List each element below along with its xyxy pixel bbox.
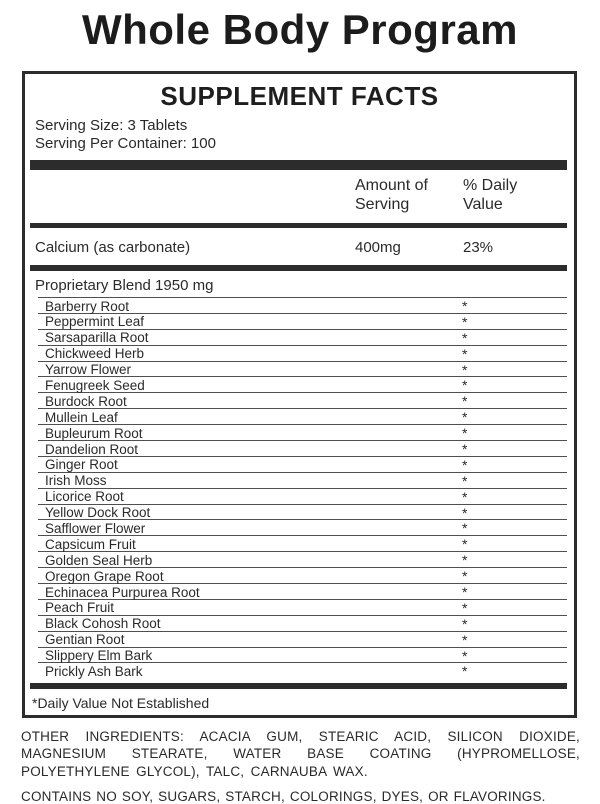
ingredient-row: [38, 314, 567, 330]
daily-value-asterisk: *: [462, 584, 468, 601]
ingredient-name: Sarsaparilla Root: [45, 330, 149, 346]
serving-per-container-line: Serving Per Container: 100: [35, 135, 216, 152]
ingredient-row: [38, 425, 567, 441]
daily-value-asterisk: *: [462, 488, 468, 505]
daily-value-asterisk: *: [462, 552, 468, 569]
ingredient-row: [38, 393, 567, 409]
ingredient-row: [38, 298, 567, 314]
ingredient-name: Capsicum Fruit: [45, 536, 136, 552]
ingredient-row: [38, 584, 567, 600]
ingredient-name: Black Cohosh Root: [45, 616, 161, 632]
ingredient-row: [38, 616, 567, 632]
amount-column-header: Amount of Serving: [355, 177, 428, 213]
medium-divider-under-calcium: [30, 265, 567, 271]
daily-value-asterisk: *: [462, 409, 468, 426]
daily-value-asterisk: *: [462, 536, 468, 553]
ingredient-name: Chickweed Herb: [45, 346, 145, 362]
ingredient-row: [38, 536, 567, 552]
ingredient-row: [38, 600, 567, 616]
ingredient-row: [38, 409, 567, 425]
ingredient-row: [38, 568, 567, 584]
ingredient-name: Golden Seal Herb: [45, 552, 153, 568]
daily-value-asterisk: *: [462, 441, 468, 458]
ingredient-name: Mullein Leaf: [45, 409, 118, 425]
serving-size-line: Serving Size: 3 Tablets: [35, 117, 188, 134]
thick-divider-top: [30, 160, 567, 170]
ingredient-name: Gentian Root: [45, 632, 125, 648]
thick-divider-bottom: [30, 683, 567, 689]
daily-value-asterisk: *: [462, 361, 468, 378]
daily-value-asterisk: *: [462, 313, 468, 330]
nutrient-daily-value: 23%: [463, 239, 494, 256]
ingredient-name: Peppermint Leaf: [45, 314, 145, 330]
ingredient-row: [38, 346, 567, 362]
ingredient-row: [38, 330, 567, 346]
ingredient-row: [38, 489, 567, 505]
supplement-label-page: [0, 6, 600, 804]
daily-value-asterisk: *: [462, 329, 468, 346]
name-column-spacer: [35, 176, 355, 214]
ingredient-name: Oregon Grape Root: [45, 568, 164, 584]
nutrient-row-calcium: [25, 239, 574, 257]
daily-value-asterisk: *: [462, 663, 468, 680]
ingredient-name: Burdock Root: [45, 393, 127, 409]
daily-value-asterisk: *: [462, 456, 468, 473]
daily-value-asterisk: *: [462, 377, 468, 394]
ingredient-row: [38, 648, 567, 664]
ingredient-name: Irish Moss: [45, 473, 107, 489]
ingredient-name: Bupleurum Root: [45, 425, 143, 441]
nutrient-amount: 400mg: [355, 239, 401, 256]
medium-divider-under-headers: [30, 223, 567, 228]
other-ingredients-statement: OTHER INGREDIENTS: ACACIA GUM, STEARIC ACID, SILICON DIOXIDE, MAGNESIUM STEARATE, WATER BASE COATING (HYPROMELLOSE, POLYETHYLENE GLYCOL), TALC, CARNAUBA WAX.: [21, 728, 580, 779]
ingredient-name: Fenugreek Seed: [45, 377, 145, 393]
ingredient-name: Peach Fruit: [45, 600, 115, 616]
ingredient-row: [38, 632, 567, 648]
daily-value-asterisk: *: [462, 647, 468, 664]
daily-value-asterisk: *: [462, 520, 468, 537]
daily-value-asterisk: *: [462, 504, 468, 521]
daily-value-asterisk: *: [462, 599, 468, 616]
daily-value-asterisk: *: [462, 298, 468, 314]
ingredient-name: Yellow Dock Root: [45, 505, 151, 521]
daily-value-asterisk: *: [462, 345, 468, 362]
daily-value-column-header: % Daily Value: [463, 177, 518, 213]
daily-value-asterisk: *: [462, 631, 468, 648]
ingredient-row: [38, 552, 567, 568]
daily-value-asterisk: *: [462, 568, 468, 585]
daily-value-footnote: *Daily Value Not Established: [32, 694, 210, 711]
ingredient-name: Yarrow Flower: [45, 362, 132, 378]
ingredient-name: Prickly Ash Bark: [45, 663, 143, 679]
blend-ingredient-list: [38, 297, 567, 679]
column-header-row: [25, 176, 574, 214]
ingredient-row: [38, 441, 567, 457]
daily-value-asterisk: *: [462, 472, 468, 489]
contains-statement: CONTAINS NO SOY, SUGARS, STARCH, COLORINGS, DYES, OR FLAVORINGS.: [21, 789, 546, 804]
ingredient-row: [38, 663, 567, 679]
supplement-facts-panel: [22, 71, 577, 718]
ingredient-name: Dandelion Root: [45, 441, 139, 457]
supplement-facts-heading: SUPPLEMENT FACTS: [160, 81, 439, 111]
ingredient-name: Ginger Root: [45, 457, 118, 473]
ingredient-name: Safflower Flower: [45, 520, 146, 536]
nutrient-name: Calcium (as carbonate): [35, 239, 191, 256]
ingredient-row: [38, 505, 567, 521]
ingredient-name: Licorice Root: [45, 489, 124, 505]
ingredient-row: [38, 473, 567, 489]
ingredient-row: [38, 457, 567, 473]
daily-value-asterisk: *: [462, 425, 468, 442]
ingredient-name: Barberry Root: [45, 298, 130, 314]
ingredient-name: Echinacea Purpurea Root: [45, 584, 200, 600]
ingredient-name: Slippery Elm Bark: [45, 648, 153, 664]
daily-value-asterisk: *: [462, 393, 468, 410]
daily-value-asterisk: *: [462, 615, 468, 632]
product-title: Whole Body Program: [81, 6, 519, 53]
ingredient-row: [38, 362, 567, 378]
proprietary-blend-title: Proprietary Blend 1950 mg: [35, 277, 214, 294]
ingredient-row: [38, 377, 567, 393]
ingredient-row: [38, 520, 567, 536]
